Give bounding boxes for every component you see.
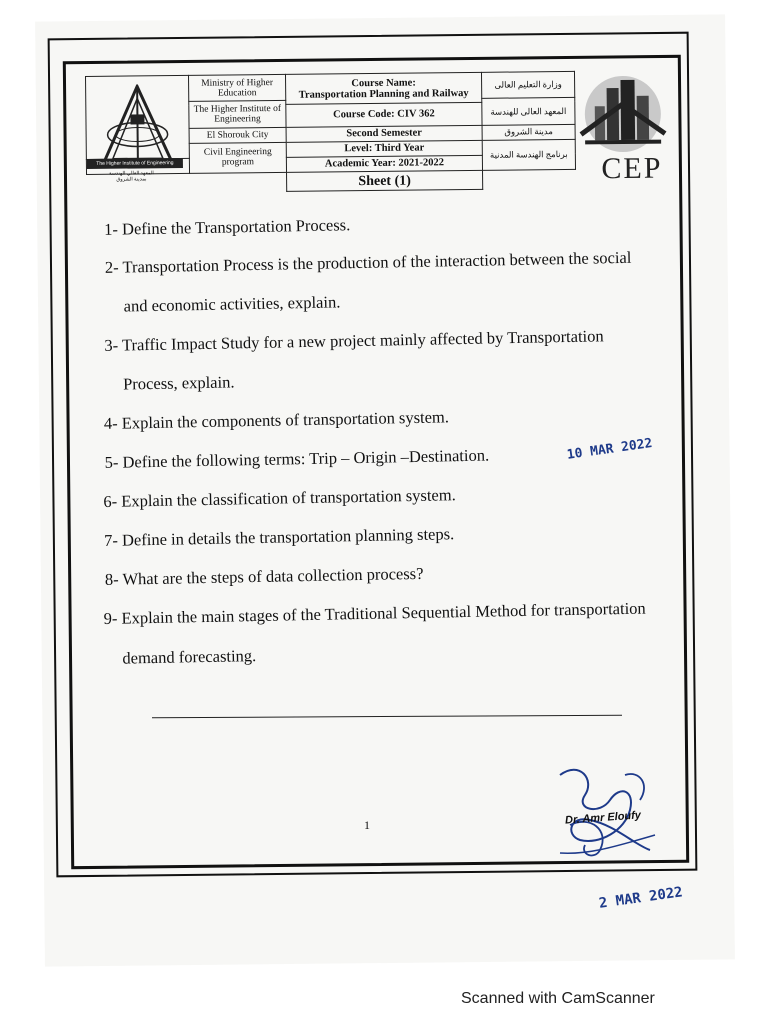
question-text: Define in details the transportation planning steps. <box>121 524 455 550</box>
question-text: What are the steps of data collection process? <box>122 563 424 589</box>
question-text: Explain the classification of transportation system. <box>121 485 456 511</box>
question-number: 3- <box>104 335 119 355</box>
question-text: Explain the components of transportation system. <box>121 407 450 433</box>
sheet-title: Sheet (1) <box>287 170 483 191</box>
city-cell: El Shorouk City <box>189 127 286 143</box>
question-number: 7- <box>103 530 119 550</box>
page-number: 1 <box>364 818 370 832</box>
question-text: Traffic Impact Study for a new project mainly affected by Transportation <box>121 326 604 355</box>
cep-logo-text: CEP <box>601 151 663 186</box>
logo-arabic-caption <box>109 171 154 183</box>
question-number: 6- <box>103 491 118 511</box>
arabic-city: مدينة الشروق <box>482 124 575 140</box>
course-name: Transportation Planning and Railway <box>298 87 469 101</box>
arabic-program: برنامج الهندسة المدنية <box>482 139 575 170</box>
date-stamp-1: 10 MAR 2022 <box>566 436 654 463</box>
question-9-cont <box>122 646 256 669</box>
question-text: and economic activities, explain. <box>123 292 341 316</box>
question-3-cont <box>123 372 235 394</box>
question-text: Explain the main stages of the Traditional Sequential Method for transportation <box>121 598 646 628</box>
scan-watermark: Scanned with CamScanner <box>461 990 655 1007</box>
question-number: 2- <box>104 257 119 277</box>
header-table <box>85 71 576 194</box>
cep-logo <box>576 70 669 189</box>
question-text: Transportation Process is the production of the interaction between the social <box>122 247 632 277</box>
signature-name: Dr. Amr Eloufy <box>564 809 642 827</box>
logo-caption: The Higher Institute of Engineering <box>87 158 183 169</box>
arabic-ministry: وزارة التعليم العالى <box>481 71 574 98</box>
semester-cell: Second Semester <box>286 125 482 142</box>
course-name-cell <box>285 72 481 104</box>
date-stamp-2: 2 MAR 2022 <box>598 884 684 912</box>
ministry-cell: Ministry of Higher Education <box>188 74 285 101</box>
arabic-institute: المعهد العالى للهندسة <box>482 98 575 125</box>
question-number: 9- <box>103 608 118 628</box>
academic-year-cell: Academic Year: 2021-2022 <box>286 155 482 172</box>
institute-cell: The Higher Institute of Engineering <box>189 101 286 128</box>
question-text: Process, explain. <box>122 372 235 394</box>
question-number: 8- <box>104 569 119 589</box>
logo-arabic-line: بمدينة الشروق <box>116 177 147 183</box>
question-number: 4- <box>103 413 118 433</box>
question-text: demand forecasting. <box>122 646 257 668</box>
question-text: Define the following terms: Trip – Origin –Destination. <box>122 445 490 472</box>
question-2-cont <box>123 292 340 316</box>
question-text: Define the Transportation Process. <box>121 215 351 239</box>
course-code: Course Code: CIV 362 <box>286 102 482 127</box>
program-cell: Civil Engineering program <box>189 142 286 173</box>
institute-logo-cell <box>86 75 190 183</box>
question-number: 1- <box>103 219 119 239</box>
course-name-label: Course Name: <box>351 77 416 89</box>
question-number: 5- <box>104 452 119 472</box>
level-cell: Level: Third Year <box>286 140 482 157</box>
logo-arabic-line: المعهد العالي للهندسة <box>109 171 154 177</box>
